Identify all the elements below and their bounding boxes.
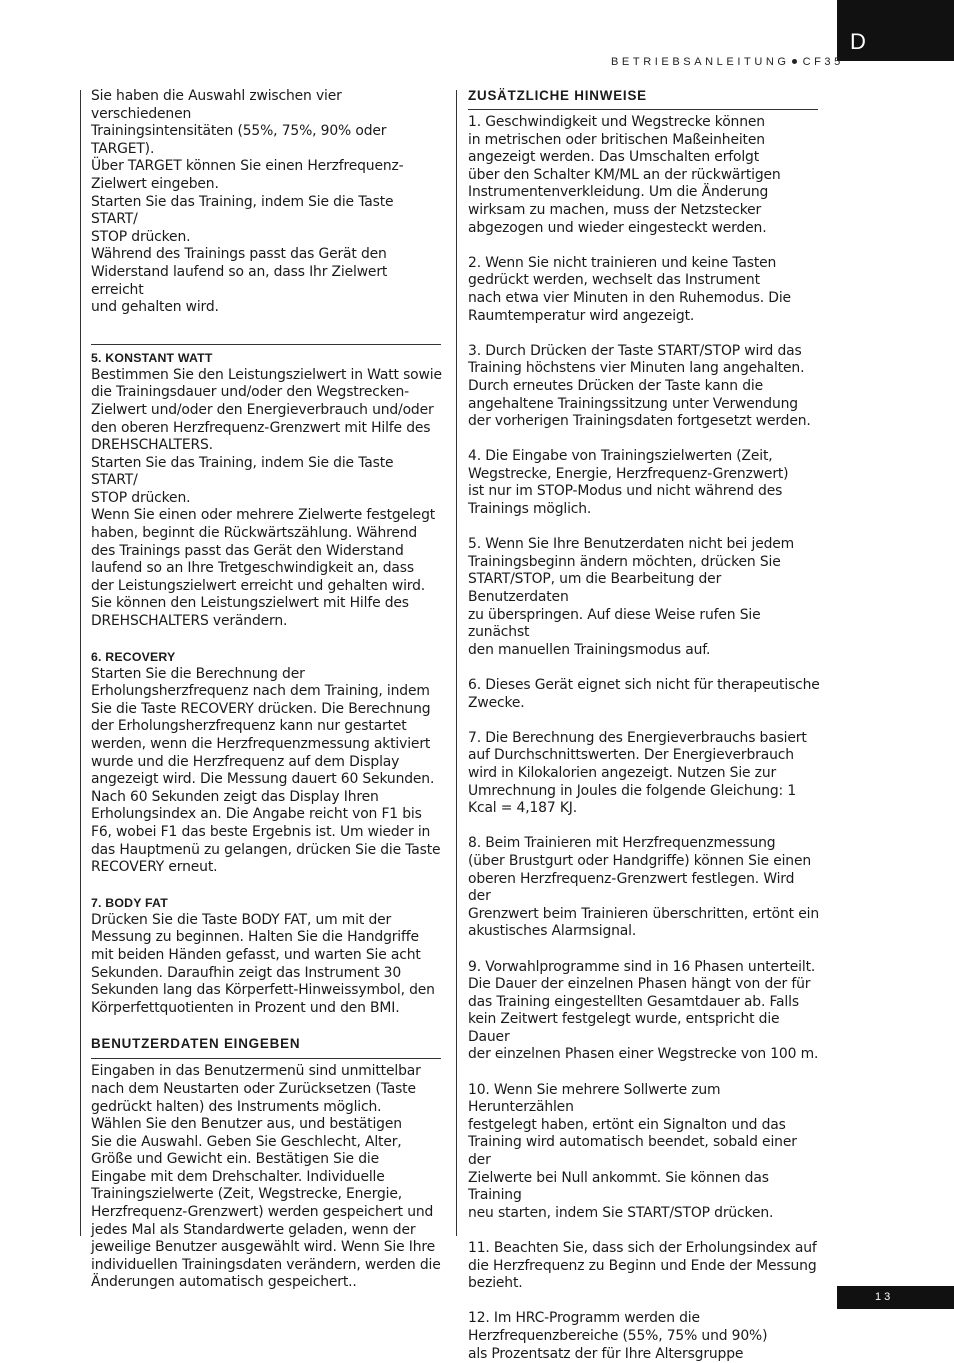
intro-paragraph: Sie haben die Auswahl zwischen vier verschiedenen Trainingsintensitäten (55%, 75%, 90% oder TARGET). Über TARGET können Sie einen Herzfrequenz- Zielwert eingeben. Starten Sie das Training, indem Sie die Taste START/ STOP drücken. Während des Trainings passt das Gerät den Widerstand laufend so an, dass Ihr Zielwert erreicht und gehalten wird. — [91, 88, 404, 316]
section-title-benutzerdaten: BENUTZERDATEN EINGEBEN — [91, 1036, 301, 1052]
note-item: 12. Im HRC-Programm werden die Herzfrequenzbereiche (55%, 75% und 90%) als Prozentsatz der für Ihre Altersgruppe — [468, 1310, 768, 1362]
benutzerdaten-paragraph: Eingaben in das Benutzermenü sind unmittelbar nach dem Neustarten oder Zurücksetzen (Taste gedrückt halten) des Instruments möglich. Wählen Sie den Benutzer aus, und bestätigen Sie die Auswahl. Geben Sie Geschlecht, Alter, Größe und Gewicht ein. Bestätigen Sie die Eingabe mit dem Drehschalter. Individuelle Trainingszielwerte (Zeit, Wegstrecke, Energie, Herzfrequenz-Grenzwert) werden gespeichert und jedes Mal als Standardwerte geladen, wenn der jeweilige Benutzer ausgewählt wird. Wenn Sie Ihre individuellen Trainingsdaten verändern, werden die Änderungen automatisch gespeichert.. — [91, 1063, 441, 1291]
note-item: 9. Vorwahlprogramme sind in 16 Phasen unterteilt. Die Dauer der einzelnen Phasen hängt von der für das Training eingestellten Gesamtdauer ab. Falls kein Zeitwert festgelegt wurde, entspricht die Dauer der einzelnen Phasen einer Wegstrecke von 100 m. — [468, 958, 819, 1063]
section-title-konstant-watt: 5. KONSTANT WATT — [91, 350, 213, 365]
left-column-rule — [80, 90, 81, 1236]
note-item: 10. Wenn Sie mehrere Sollwerte zum Herunterzählen festgelegt haben, ertönt ein Signalton und das Training wird automatisch beendet, sobald einer der Zielwerte bei Null ankommt. Sie können das Training neu starten, indem Sie START/STOP drücken. — [468, 1081, 797, 1221]
left-column — [91, 88, 443, 1292]
note-item: 6. Dieses Gerät eignet sich nicht für therapeutische Zwecke. — [468, 677, 820, 711]
recovery-paragraph: Starten Sie die Berechnung der Erholungsherzfrequenz nach dem Training, indem Sie die Taste RECOVERY drücken. Die Berechnung der Erholungsherzfrequenz kann nur gestartet werden, wenn die Herzfrequenzmessung aktiviert wurde und die Herzfrequenz auf dem Display angezeigt wird. Die Messung dauert 60 Sekunden. Nach 60 Sekunden zeigt das Display Ihren Erholungsindex an. Die Angabe reicht von F1 bis F6, wobei F1 das beste Ergebnis ist. Um wieder in das Hauptmenü zu gelangen, drücken Sie die Taste RECOVERY erneut. — [91, 665, 441, 876]
note-item: 2. Wenn Sie nicht trainieren und keine Tasten gedrückt werden, wechselt das Instrument nach etwa vier Minuten in den Ruhemodus. Die Raumtemperatur wird angezeigt. — [468, 254, 791, 324]
note-item: 3. Durch Drücken der Taste START/STOP wird das Training höchstens vier Minuten lang angehalten. Durch erneutes Drücken der Taste kann die angehaltene Trainingssitzung unter Verwendung der vorherigen Trainingsdaten fortgesetzt werden. — [468, 342, 811, 430]
language-tab: D — [837, 0, 954, 61]
running-header — [611, 55, 844, 69]
konstant-watt-paragraph: Bestimmen Sie den Leistungszielwert in Watt sowie die Trainingsdauer und/oder den Wegstrecken- Zielwert und/oder den Energieverbrauch und/oder den oberen Herzfrequenz-Grenzwert mit Hilfe des DREHSCHALTERS. Starten Sie das Training, indem Sie die Taste START/ STOP drücken. Wenn Sie einen oder mehrere Zielwerte festgelegt haben, beginnt die Rückwärtszählung. Während des Trainings passt das Gerät den Widerstand laufend so an Ihre Tretgeschwindigkeit an, dass der Leistungszielwert erreicht und gehalten wird. Sie können den Leistungszielwert mit Hilfe des DREHSCHALTERS verändern. — [91, 366, 442, 630]
note-item: 8. Beim Trainieren mit Herzfrequenzmessung (über Brustgurt oder Handgriffe) können Sie einen oberen Herzfrequenz-Grenzwert festlegen. Wird der Grenzwert beim Trainieren überschritten, ertönt ein akustisches Alarmsignal. — [468, 835, 819, 940]
separator-dot-icon — [792, 59, 797, 64]
body-fat-paragraph: Drücken Sie die Taste BODY FAT, um mit der Messung zu beginnen. Halten Sie die Handgriffe mit beiden Händen gefasst, und warten Sie acht Sekunden. Daraufhin zeigt das Instrument 30 Sekunden lang das Körperfett-Hinweissymbol, den Körperfettquotienten in Prozent und den BMI. — [91, 911, 435, 1016]
section-title-zusaetzliche-hinweise: ZUSÄTZLICHE HINWEISE — [468, 88, 647, 103]
note-item: 11. Beachten Sie, dass sich der Erholungsindex auf die Herzfrequenz zu Beginn und Ende der Messung bezieht. — [468, 1240, 817, 1292]
note-item: 7. Die Berechnung des Energieverbrauchs basiert auf Durchschnittswerten. Der Energieverbrauch wird in Kilokalorien angezeigt. Nutzen Sie zur Umrechnung in Joules die folgende Gleichung: 1 Kcal = 4,187 KJ. — [468, 729, 807, 817]
center-column-rule — [456, 90, 457, 1236]
manual-title: BETRIEBSANLEITUNG — [611, 56, 790, 68]
note-item: 5. Wenn Sie Ihre Benutzerdaten nicht bei jedem Trainingsbeginn ändern möchten, drücken Sie START/STOP, um die Bearbeitung der Benutzerdaten zu überspringen. Auf diese Weise rufen Sie zunächst den manuellen Trainingsmodus auf. — [468, 536, 795, 658]
section-title-body-fat: 7. BODY FAT — [91, 895, 168, 910]
note-item: 1. Geschwindigkeit und Wegstrecke können in metrischen oder britischen Maßeinheiten angezeigt werden. Das Umschalten erfolgt über den Schalter KM/ML an der rückwärtigen Instrumentenverkleidung. Um die Änderung wirksam zu machen, muss der Netzstecker abgezogen und wieder eingesteckt werden. — [468, 114, 781, 236]
section-title-recovery: 6. RECOVERY — [91, 649, 176, 664]
page-number: 13 — [837, 1286, 954, 1309]
note-item: 4. Die Eingabe von Trainingszielwerten (Zeit, Wegstrecke, Energie, Herzfrequenz-Grenzwert) ist nur im STOP-Modus und nicht während des Trainings möglich. — [468, 448, 789, 518]
model-name: CF35 — [802, 56, 844, 68]
right-column — [468, 88, 820, 1363]
